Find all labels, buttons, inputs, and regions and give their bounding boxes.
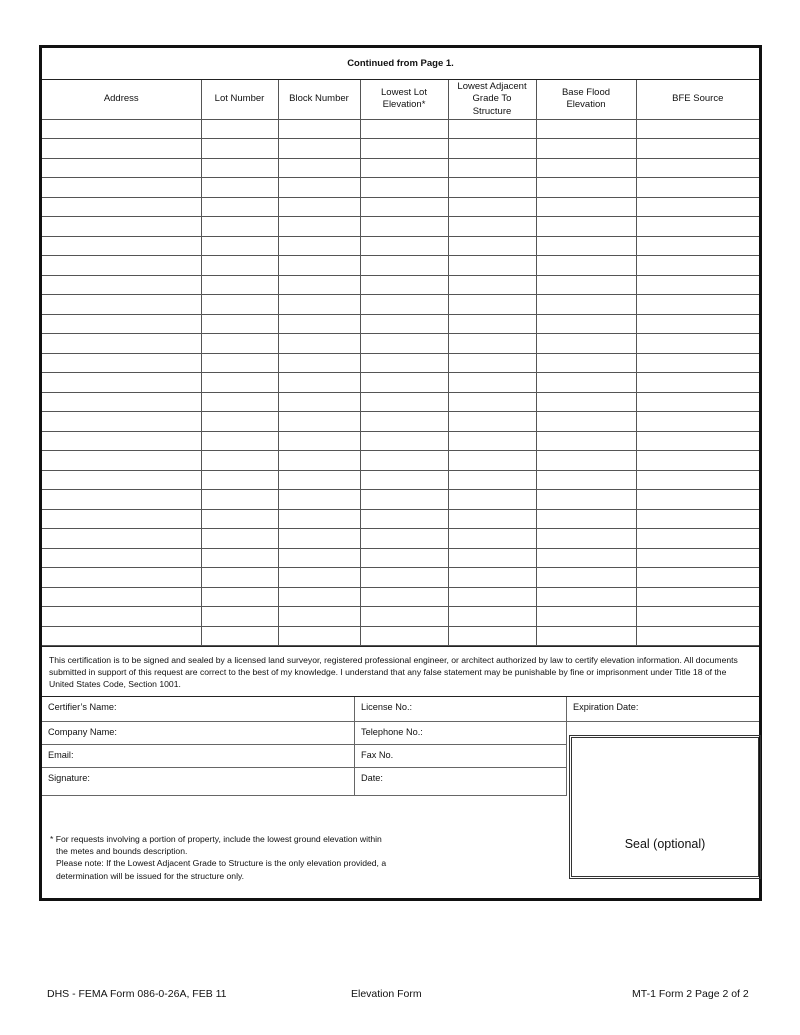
table-cell[interactable] <box>42 353 201 373</box>
table-cell[interactable] <box>278 392 360 412</box>
table-cell[interactable] <box>278 295 360 315</box>
table-cell[interactable] <box>536 295 636 315</box>
table-cell[interactable] <box>360 334 448 354</box>
table-cell[interactable] <box>42 529 201 549</box>
table-cell[interactable] <box>536 158 636 178</box>
table-cell[interactable] <box>42 451 201 471</box>
table-cell[interactable] <box>201 178 278 198</box>
table-cell[interactable] <box>201 256 278 276</box>
table-cell[interactable] <box>201 275 278 295</box>
table-cell[interactable] <box>42 217 201 237</box>
table-cell[interactable] <box>536 139 636 159</box>
table-cell[interactable] <box>536 373 636 393</box>
table-cell[interactable] <box>42 509 201 529</box>
table-cell[interactable] <box>201 236 278 256</box>
table-cell[interactable] <box>636 451 759 471</box>
table-cell[interactable] <box>278 275 360 295</box>
table-row <box>42 119 759 139</box>
table-cell[interactable] <box>536 178 636 198</box>
table-cell[interactable] <box>278 529 360 549</box>
table-cell[interactable] <box>201 334 278 354</box>
table-cell[interactable] <box>536 275 636 295</box>
table-row <box>42 431 759 451</box>
table-cell[interactable] <box>448 548 536 568</box>
table-cell[interactable] <box>42 431 201 451</box>
table-cell[interactable] <box>42 178 201 198</box>
table-cell[interactable] <box>536 119 636 139</box>
table-cell[interactable] <box>201 412 278 432</box>
table-cell[interactable] <box>448 217 536 237</box>
table-cell[interactable] <box>278 451 360 471</box>
col-bfe-source: BFE Source <box>636 80 759 119</box>
table-cell[interactable] <box>360 431 448 451</box>
table-cell[interactable] <box>636 548 759 568</box>
table-cell[interactable] <box>42 470 201 490</box>
table-cell[interactable] <box>201 119 278 139</box>
table-cell[interactable] <box>278 158 360 178</box>
table-cell[interactable] <box>448 158 536 178</box>
table-cell[interactable] <box>42 607 201 627</box>
table-cell[interactable] <box>201 139 278 159</box>
table-cell[interactable] <box>360 529 448 549</box>
license-no-field[interactable]: License No.: <box>355 697 567 722</box>
table-cell[interactable] <box>448 197 536 217</box>
table-cell[interactable] <box>448 256 536 276</box>
table-cell[interactable] <box>536 392 636 412</box>
table-row <box>42 334 759 354</box>
table-cell[interactable] <box>42 139 201 159</box>
table-cell[interactable] <box>360 392 448 412</box>
table-cell[interactable] <box>201 451 278 471</box>
table-cell[interactable] <box>536 470 636 490</box>
table-cell[interactable] <box>448 373 536 393</box>
table-cell[interactable] <box>201 548 278 568</box>
table-row <box>42 373 759 393</box>
table-cell[interactable] <box>42 275 201 295</box>
table-cell[interactable] <box>201 392 278 412</box>
table-cell[interactable] <box>278 353 360 373</box>
footnote-line: determination will be issued for the structure only. <box>56 870 245 881</box>
table-row <box>42 217 759 237</box>
table-cell[interactable] <box>536 197 636 217</box>
table-row <box>42 236 759 256</box>
table-cell[interactable] <box>360 217 448 237</box>
table-cell[interactable] <box>448 295 536 315</box>
table-cell[interactable] <box>636 236 759 256</box>
table-cell[interactable] <box>360 353 448 373</box>
table-cell[interactable] <box>636 275 759 295</box>
table-cell[interactable] <box>278 197 360 217</box>
table-cell[interactable] <box>42 236 201 256</box>
table-cell[interactable] <box>360 509 448 529</box>
table-cell[interactable] <box>536 568 636 588</box>
table-cell[interactable] <box>201 431 278 451</box>
table-cell[interactable] <box>360 139 448 159</box>
table-cell[interactable] <box>278 178 360 198</box>
col-block-number: Block Number <box>278 80 360 119</box>
signature-field[interactable]: Signature: <box>42 768 355 796</box>
table-cell[interactable] <box>536 217 636 237</box>
certifier-name-field[interactable]: Certifier’s Name: <box>42 697 355 722</box>
table-cell[interactable] <box>278 509 360 529</box>
table-cell[interactable] <box>636 470 759 490</box>
table-cell[interactable] <box>536 236 636 256</box>
date-field[interactable]: Date: <box>355 768 567 796</box>
table-cell[interactable] <box>42 626 201 646</box>
table-cell[interactable] <box>636 158 759 178</box>
table-cell[interactable] <box>360 314 448 334</box>
table-cell[interactable] <box>448 470 536 490</box>
table-cell[interactable] <box>278 139 360 159</box>
table-cell[interactable] <box>536 353 636 373</box>
col-lowest-lot-elevation: Lowest Lot Elevation* <box>360 80 448 119</box>
table-cell[interactable] <box>636 217 759 237</box>
table-cell[interactable] <box>448 431 536 451</box>
table-cell[interactable] <box>536 314 636 334</box>
table-cell[interactable] <box>278 217 360 237</box>
footer-page-number: MT-1 Form 2 Page 2 of 2 <box>632 988 749 1000</box>
table-cell[interactable] <box>360 275 448 295</box>
table-cell[interactable] <box>536 607 636 627</box>
table-row <box>42 490 759 510</box>
table-cell[interactable] <box>636 353 759 373</box>
table-cell[interactable] <box>636 431 759 451</box>
table-row <box>42 392 759 412</box>
elevation-table <box>42 80 759 646</box>
table-cell[interactable] <box>278 470 360 490</box>
table-cell[interactable] <box>360 451 448 471</box>
footer-form-number: DHS - FEMA Form 086-0-26A, FEB 11 <box>47 988 227 1000</box>
table-cell[interactable] <box>360 178 448 198</box>
table-row <box>42 529 759 549</box>
table-cell[interactable] <box>636 295 759 315</box>
table-cell[interactable] <box>42 392 201 412</box>
table-cell[interactable] <box>360 626 448 646</box>
table-row <box>42 295 759 315</box>
table-cell[interactable] <box>636 568 759 588</box>
table-cell[interactable] <box>448 392 536 412</box>
table-cell[interactable] <box>278 548 360 568</box>
table-cell[interactable] <box>448 178 536 198</box>
table-cell[interactable] <box>636 373 759 393</box>
table-cell[interactable] <box>42 314 201 334</box>
table-cell[interactable] <box>448 236 536 256</box>
table-cell[interactable] <box>42 256 201 276</box>
table-cell[interactable] <box>278 314 360 334</box>
table-row <box>42 178 759 198</box>
table-cell[interactable] <box>448 568 536 588</box>
table-cell[interactable] <box>42 412 201 432</box>
table-row <box>42 451 759 471</box>
table-cell[interactable] <box>448 353 536 373</box>
table-cell[interactable] <box>536 256 636 276</box>
table-cell[interactable] <box>42 373 201 393</box>
table-cell[interactable] <box>201 607 278 627</box>
table-cell[interactable] <box>278 587 360 607</box>
table-cell[interactable] <box>536 490 636 510</box>
table-row <box>42 314 759 334</box>
table-cell[interactable] <box>636 334 759 354</box>
table-row <box>42 626 759 646</box>
table-row <box>42 587 759 607</box>
table-cell[interactable] <box>636 197 759 217</box>
table-cell[interactable] <box>278 568 360 588</box>
table-row <box>42 197 759 217</box>
table-cell[interactable] <box>42 197 201 217</box>
table-cell[interactable] <box>42 119 201 139</box>
table-cell[interactable] <box>278 334 360 354</box>
footnote <box>50 833 520 882</box>
table-cell[interactable] <box>201 373 278 393</box>
elevation-form <box>39 45 762 901</box>
table-cell[interactable] <box>448 412 536 432</box>
table-cell[interactable] <box>536 451 636 471</box>
expiration-date-field[interactable]: Expiration Date: <box>567 697 759 722</box>
table-cell[interactable] <box>360 158 448 178</box>
company-name-field[interactable]: Company Name: <box>42 722 355 745</box>
table-cell[interactable] <box>636 509 759 529</box>
table-cell[interactable] <box>448 626 536 646</box>
col-address: Address <box>42 80 201 119</box>
table-cell[interactable] <box>278 412 360 432</box>
table-cell[interactable] <box>636 626 759 646</box>
certification-statement: This certification is to be signed and sealed by a licensed land surveyor, registered professional engineer, or architect authorized by law to certify elevation information. All documents submitted in support of this request are correct to the best of my knowledge. I understand that any false statement may be punishable by fine or imprisonment under Title 18 of the United States Code, Section 1001. <box>42 646 759 697</box>
table-cell[interactable] <box>360 568 448 588</box>
table-cell[interactable] <box>360 470 448 490</box>
table-cell[interactable] <box>42 158 201 178</box>
table-cell[interactable] <box>448 490 536 510</box>
table-cell[interactable] <box>42 587 201 607</box>
table-cell[interactable] <box>448 607 536 627</box>
table-cell[interactable] <box>448 275 536 295</box>
table-cell[interactable] <box>201 626 278 646</box>
table-cell[interactable] <box>42 490 201 510</box>
table-cell[interactable] <box>278 236 360 256</box>
table-row <box>42 568 759 588</box>
table-cell[interactable] <box>636 607 759 627</box>
table-cell[interactable] <box>448 509 536 529</box>
table-cell[interactable] <box>448 529 536 549</box>
footnote-line: the metes and bounds description. <box>56 846 188 857</box>
table-cell[interactable] <box>536 548 636 568</box>
table-cell[interactable] <box>278 490 360 510</box>
table-cell[interactable] <box>636 119 759 139</box>
table-cell[interactable] <box>536 529 636 549</box>
table-cell[interactable] <box>360 490 448 510</box>
table-cell[interactable] <box>360 119 448 139</box>
footnote-line: * For requests involving a portion of property, include the lowest ground elevation within <box>50 834 382 844</box>
table-header-row <box>42 80 759 119</box>
table-cell[interactable] <box>536 412 636 432</box>
table-cell[interactable] <box>278 607 360 627</box>
table-cell[interactable] <box>360 197 448 217</box>
table-cell[interactable] <box>360 587 448 607</box>
table-cell[interactable] <box>536 587 636 607</box>
table-cell[interactable] <box>360 412 448 432</box>
col-lot-number: Lot Number <box>201 80 278 119</box>
table-cell[interactable] <box>201 490 278 510</box>
table-cell[interactable] <box>201 509 278 529</box>
table-row <box>42 412 759 432</box>
table-row <box>42 139 759 159</box>
table-cell[interactable] <box>636 412 759 432</box>
table-row <box>42 470 759 490</box>
table-cell[interactable] <box>448 451 536 471</box>
table-cell[interactable] <box>278 256 360 276</box>
table-row <box>42 353 759 373</box>
table-cell[interactable] <box>536 431 636 451</box>
seal-box <box>569 735 761 879</box>
fax-no-field[interactable]: Fax No. <box>355 745 567 768</box>
table-cell[interactable] <box>636 256 759 276</box>
table-row <box>42 548 759 568</box>
table-cell[interactable] <box>42 295 201 315</box>
col-lowest-adjacent-grade: Lowest Adjacent Grade To Structure <box>448 80 536 119</box>
table-cell[interactable] <box>201 568 278 588</box>
table-cell[interactable] <box>278 431 360 451</box>
footer-form-name: Elevation Form <box>351 988 422 1000</box>
table-cell[interactable] <box>42 334 201 354</box>
table-cell[interactable] <box>536 509 636 529</box>
table-cell[interactable] <box>360 373 448 393</box>
table-cell[interactable] <box>448 139 536 159</box>
table-cell[interactable] <box>448 587 536 607</box>
table-row <box>42 158 759 178</box>
table-cell[interactable] <box>636 392 759 412</box>
table-cell[interactable] <box>201 314 278 334</box>
form-title: Continued from Page 1. <box>42 48 759 80</box>
table-row <box>42 509 759 529</box>
seal-label: Seal (optional) <box>624 837 706 851</box>
table-cell[interactable] <box>42 548 201 568</box>
table-cell[interactable] <box>636 178 759 198</box>
table-row <box>42 275 759 295</box>
email-field[interactable]: Email: <box>42 745 355 768</box>
table-cell[interactable] <box>536 626 636 646</box>
table-cell[interactable] <box>636 587 759 607</box>
table-row <box>42 607 759 627</box>
table-cell[interactable] <box>360 236 448 256</box>
table-cell[interactable] <box>201 217 278 237</box>
table-cell[interactable] <box>42 568 201 588</box>
table-cell[interactable] <box>201 529 278 549</box>
table-cell[interactable] <box>278 119 360 139</box>
telephone-no-field[interactable]: Telephone No.: <box>355 722 567 745</box>
table-cell[interactable] <box>201 295 278 315</box>
table-cell[interactable] <box>636 314 759 334</box>
table-cell[interactable] <box>636 490 759 510</box>
table-row <box>42 256 759 276</box>
table-cell[interactable] <box>278 373 360 393</box>
table-cell[interactable] <box>201 158 278 178</box>
table-cell[interactable] <box>536 334 636 354</box>
table-cell[interactable] <box>201 197 278 217</box>
col-base-flood-elevation: Base Flood Elevation <box>536 80 636 119</box>
table-cell[interactable] <box>636 139 759 159</box>
footnote-line: Please note: If the Lowest Adjacent Grade to Structure is the only elevation provided, a <box>56 858 387 869</box>
table-cell[interactable] <box>360 295 448 315</box>
table-cell[interactable] <box>636 529 759 549</box>
table-cell[interactable] <box>448 334 536 354</box>
table-cell[interactable] <box>360 256 448 276</box>
table-cell[interactable] <box>448 119 536 139</box>
table-cell[interactable] <box>448 314 536 334</box>
table-cell[interactable] <box>278 626 360 646</box>
table-cell[interactable] <box>201 353 278 373</box>
table-cell[interactable] <box>360 548 448 568</box>
table-cell[interactable] <box>201 470 278 490</box>
table-cell[interactable] <box>201 587 278 607</box>
table-cell[interactable] <box>360 607 448 627</box>
